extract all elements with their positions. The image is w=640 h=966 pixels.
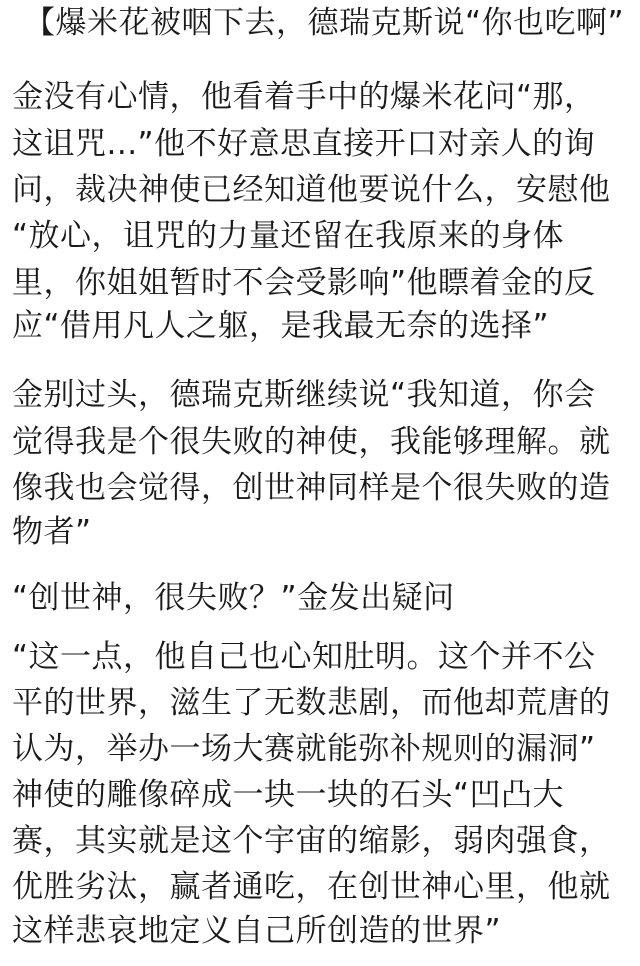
- text-line: 【爆米花被咽下去，德瑞克斯说“你也吃啊”: [24, 5, 625, 41]
- text-line: 里，你姐姐暂时不会受影响”他瞟着金的反: [12, 265, 596, 301]
- text-line: “创世神，很失败？”金发出疑问: [12, 580, 455, 616]
- text-line: 物者”: [12, 514, 92, 550]
- text-line: 神使的雕像碎成一块一块的石头“凹凸大: [12, 777, 565, 813]
- text-line: 金没有心情，他看着手中的爆米花问“那，: [12, 79, 596, 115]
- text-line: 问，裁决神使已经知道他要说什么，安慰他: [12, 172, 611, 208]
- text-line: 应“借用凡人之躯，是我最无奈的选择”: [12, 308, 550, 344]
- text-line: 认为，举办一场大赛就能弥补规则的漏洞”: [12, 731, 596, 767]
- text-line: 金别过头，德瑞克斯继续说“我知道，你会: [12, 377, 596, 413]
- text-line: 觉得我是个很失败的神使，我能够理解。就: [12, 424, 611, 460]
- text-line: 这诅咒...”他不好意思直接开口对亲人的询: [12, 126, 596, 162]
- text-line: “放心，诅咒的力量还留在我原来的身体: [12, 218, 565, 254]
- text-line: 像我也会觉得，创世神同样是个很失败的造: [12, 470, 611, 506]
- text-line: 赛，其实就是这个宇宙的缩影，弱肉强食，: [12, 823, 611, 859]
- text-line: 优胜劣汰，赢者通吃，在创世神心里，他就: [12, 869, 611, 905]
- text-line: 平的世界，滋生了无数悲剧，而他却荒唐的: [12, 685, 611, 721]
- text-line: 这样悲哀地定义自己所创造的世界”: [12, 913, 502, 949]
- text-line: “这一点，他自己也心知肚明。这个并不公: [12, 639, 596, 675]
